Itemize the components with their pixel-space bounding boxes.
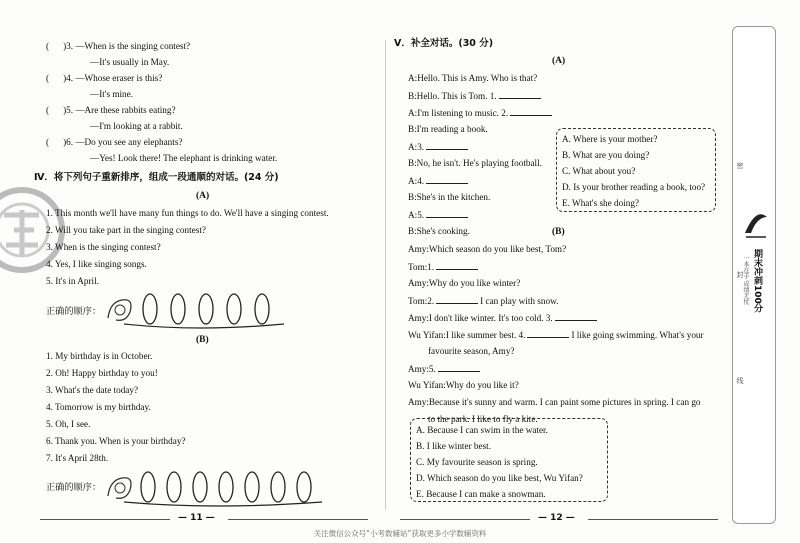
sentence-b-7: 7. It's April 28th. xyxy=(46,453,109,463)
dialog-b-line-6: Wu Yifan:I like summer best. 4. I like going swimming. What's your xyxy=(408,330,704,340)
sentence-b-2: 2. Oh! Happy birthday to you! xyxy=(46,368,158,378)
page-number-right: — 12 — xyxy=(538,513,575,523)
sentence-a-1: 1. This month we'll have many fun things to do. We'll have a singing contest. xyxy=(46,208,329,218)
order-label-a: 正确的顺序： xyxy=(46,306,102,317)
dialog-b-line-11: to the park. I like to fly a kite. xyxy=(428,414,538,424)
binding-sidebar xyxy=(732,26,776,524)
right-part-a-label: (A) xyxy=(552,56,566,66)
footer-note: 关注微信公众号“小考数辅站”获取更多小学数辅资料 xyxy=(313,529,487,538)
page-number-left: — 11 — xyxy=(178,513,215,523)
page-line-left-a xyxy=(40,519,170,520)
dialog-b-line-9: Wu Yifan:Why do you like it? xyxy=(408,380,519,390)
answer-blank[interactable] xyxy=(426,208,468,218)
page-line-right-b xyxy=(588,519,718,520)
page-line-left-b xyxy=(228,519,368,520)
snail-icon xyxy=(108,300,131,321)
dialog-a-line-5: A:3. xyxy=(408,140,470,153)
seal-mark-mi: 密 xyxy=(736,162,744,169)
answer-blank[interactable] xyxy=(527,328,569,338)
question-6-answer: —Yes! Look there! The elephant is drinking water. xyxy=(90,153,278,163)
dialog-a-line-9: A:5. xyxy=(408,208,470,221)
order-label-b: 正确的顺序： xyxy=(46,482,102,493)
dialog-a-line-4: B:I'm reading a book. xyxy=(408,124,488,134)
option-b-c: C. My favourite season is spring. xyxy=(416,457,538,467)
seal-mark-xian: 线 xyxy=(736,377,744,384)
right-part-b-label: (B) xyxy=(552,227,565,237)
sentence-a-4: 4. Yes, I like singing songs. xyxy=(46,259,147,269)
section-5-title: Ⅴ．补全对话。(30 分) xyxy=(394,38,494,49)
answer-blank[interactable] xyxy=(436,294,478,304)
dialog-b-line-3: Amy:Why do you like winter? xyxy=(408,278,521,288)
option-a-d: D. Is your brother reading a book, too? xyxy=(562,182,706,192)
option-b-d: D. Which season do you like best, Wu Yifan? xyxy=(416,473,583,483)
dialog-a-line-1: A:Hello. This is Amy. Who is that? xyxy=(408,73,538,83)
dialog-b-line-7: favourite season, Amy? xyxy=(428,346,515,356)
dialog-a-line-6: B:No, he isn't. He's playing football. xyxy=(408,158,542,168)
snail-icon xyxy=(108,478,131,499)
dialog-b-line-2: Tom:1. xyxy=(408,260,480,273)
question-6: ( )6. —Do you see any elephants? xyxy=(46,137,183,147)
option-b-a: A. Because I can swim in the water. xyxy=(416,425,548,435)
question-3: ( )3. —When is the singing contest? xyxy=(46,41,191,51)
brand-logo-icon xyxy=(743,203,769,243)
option-b-e: E. Because I can make a snowman. xyxy=(416,489,546,499)
sentence-a-2: 2. Will you take part in the singing contest? xyxy=(46,225,206,235)
option-a-b: B. What are you doing? xyxy=(562,150,650,160)
question-4: ( )4. —Whose eraser is this? xyxy=(46,73,163,83)
option-a-c: C. What about you? xyxy=(562,166,636,176)
option-a-a: A. Where is your mother? xyxy=(562,134,658,144)
brand-title: 期末冲刺100分 xyxy=(752,249,762,313)
question-5-answer: —I'm looking at a rabbit. xyxy=(90,121,183,131)
dialog-a-line-8: B:She's in the kitchen. xyxy=(408,192,491,202)
answer-blank[interactable] xyxy=(426,174,468,184)
answer-blank[interactable] xyxy=(499,89,541,99)
part-a-label: (A) xyxy=(196,191,210,201)
question-5: ( )5. —Are these rabbits eating? xyxy=(46,105,176,115)
seal-mark-feng: 封 xyxy=(736,271,744,278)
sentence-a-5: 5. It's in April. xyxy=(46,276,99,286)
option-b-b: B. I like winter best. xyxy=(416,441,492,451)
order-answer-ovals-a[interactable] xyxy=(104,288,289,330)
dialog-a-line-7: A:4. xyxy=(408,174,470,187)
dialog-a-line-2: B:Hello. This is Tom. 1. xyxy=(408,89,543,102)
dialog-b-line-5: Amy:I don't like winter. It's too cold. 3. xyxy=(408,311,599,324)
dialog-b-line-4: Tom:2. I can play with snow. xyxy=(408,296,559,306)
answer-blank[interactable] xyxy=(438,362,480,372)
option-a-e: E. What's she doing? xyxy=(562,198,640,208)
sentence-b-3: 3. What's the date today? xyxy=(46,385,139,395)
answer-blank[interactable] xyxy=(510,106,552,116)
order-answer-ovals-b[interactable] xyxy=(104,466,334,508)
dialog-a-line-10: B:She's cooking. xyxy=(408,226,470,236)
question-4-answer: —It's mine. xyxy=(90,89,133,99)
answer-blank[interactable] xyxy=(426,140,468,150)
part-b-label: (B) xyxy=(196,335,209,345)
question-3-answer: —It's usually in May. xyxy=(90,57,170,67)
page-line-right-a xyxy=(400,519,530,520)
sentence-b-5: 5. Oh, I see. xyxy=(46,419,91,429)
dialog-b-line-10: Amy:Because it's sunny and warm. I can paint some pictures in spring. I can go xyxy=(408,397,701,407)
dialog-b-line-1: Amy:Which season do you like best, Tom? xyxy=(408,244,567,254)
brand-slogan: 一本在手 成绩无忧 xyxy=(742,255,749,305)
dialog-b-line-8: Amy:5. xyxy=(408,362,482,375)
sentence-b-4: 4. Tomorrow is my birthday. xyxy=(46,402,151,412)
answer-blank[interactable] xyxy=(436,260,478,270)
answer-blank[interactable] xyxy=(555,311,597,321)
sentence-b-1: 1. My birthday is in October. xyxy=(46,351,153,361)
sentence-a-3: 3. When is the singing contest? xyxy=(46,242,161,252)
dialog-a-line-3: A:I'm listening to music. 2. xyxy=(408,106,554,119)
sentence-b-6: 6. Thank you. When is your birthday? xyxy=(46,436,186,446)
column-divider xyxy=(385,40,386,510)
section-4-title: Ⅳ．将下列句子重新排序，组成一段通顺的对话。(24 分) xyxy=(34,172,279,183)
